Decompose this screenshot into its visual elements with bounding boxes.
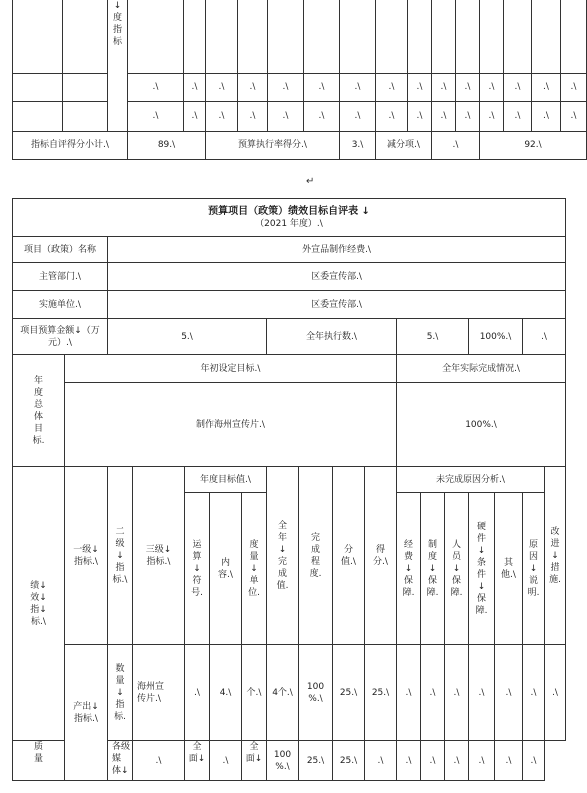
table-cell: .\	[469, 741, 495, 781]
table-cell: .\	[523, 741, 545, 781]
cell-mark: .\	[376, 101, 408, 131]
table-row-quantity-level3: 海州宣 传片.\	[133, 645, 185, 741]
actual-value: 100%.\	[397, 383, 566, 467]
cell-mark: .\	[128, 73, 184, 101]
annual-goal-label: 年 度 总 体 目 标.	[13, 355, 65, 467]
table-cell: 25.\	[299, 741, 333, 781]
deduction-value: .\	[432, 131, 480, 159]
cell-mark: .\	[432, 73, 456, 101]
exec-label: 全年执行数.\	[267, 319, 397, 355]
dept-value: 区委宣传部.\	[108, 263, 566, 291]
cell-mark: .\	[408, 101, 432, 131]
cell-mark: .\	[238, 101, 268, 131]
cell-mark: .\	[561, 101, 587, 131]
cell-mark: .\	[238, 73, 268, 101]
table-cell: 25.\	[333, 645, 365, 741]
cell-mark: .\	[376, 73, 408, 101]
table-cell: 个.\	[242, 645, 267, 741]
table-cell: .\	[545, 645, 566, 741]
table-row-quantity-level2: 数 量 ↓ 指 标.	[108, 645, 133, 741]
level3-header: 三级↓ 指标.\	[133, 467, 185, 645]
operator-header: 运 算 ↓ 符 号.	[185, 493, 210, 645]
table-cell: .\	[445, 645, 469, 741]
table-row-quality-level2: 质 量	[13, 741, 65, 781]
table-cell: .\	[421, 645, 445, 741]
cell-mark: .\	[268, 73, 304, 101]
level1-header: 一级↓ 指标.\	[65, 467, 108, 645]
got-header: 得 分.\	[365, 467, 397, 645]
deduction-label: 减分项.\	[376, 131, 432, 159]
table-cell: 25.\	[333, 741, 365, 781]
content-header: 内 容.\	[210, 493, 242, 645]
initial-goal-header: 年初设定目标.\	[65, 355, 397, 383]
cell-mark: .\	[532, 73, 561, 101]
table-cell: 100 %.\	[299, 645, 333, 741]
table-cell: .\	[445, 741, 469, 781]
budget-value: 5.\	[108, 319, 267, 355]
paragraph-mark: ↵	[306, 176, 315, 187]
cell-mark: .\	[184, 101, 206, 131]
score-subtotal-label: 指标自评得分小计.\	[13, 131, 128, 159]
cell-mark: .\	[456, 73, 480, 101]
table-subtitle: （2021 年度）.\	[255, 218, 323, 229]
reasons-header: 未完成原因分析.\	[397, 467, 545, 493]
table-cell: 全 面↓	[185, 741, 210, 781]
completion-header: 全 年 ↓ 完 成 值.	[267, 467, 299, 645]
cell-mark: .\	[561, 73, 587, 101]
exec-rate-score-value: 3.\	[340, 131, 376, 159]
top-indicator-table	[12, 0, 587, 160]
output-indicator-label: 产出↓ 指标.\	[65, 645, 108, 781]
top-blank-cell	[63, 0, 108, 73]
improve-header: 改 进 ↓ 措 施.	[545, 467, 566, 645]
actual-header: 全年实际完成情况.\	[397, 355, 566, 383]
table-cell: .\	[185, 645, 210, 741]
table-cell: .\	[397, 645, 421, 741]
cell-mark: .\	[268, 101, 304, 131]
table-cell: .\	[397, 741, 421, 781]
cell-mark: .\	[480, 73, 504, 101]
fund-guarantee-header: 经 费 ↓ 保 障.	[397, 493, 421, 645]
cell-mark: .\	[504, 101, 532, 131]
self-evaluation-table	[12, 198, 566, 781]
cell-mark: .\	[408, 73, 432, 101]
degree-indicator-label: ↓ 度 指 标	[108, 0, 128, 131]
cell-mark: .\	[480, 101, 504, 131]
cell-mark: .\	[456, 101, 480, 131]
cell-mark: .\	[340, 101, 376, 131]
exec-extra: .\	[523, 319, 566, 355]
table-title: 预算项目（政策）绩效目标自评表 ↓	[208, 205, 370, 217]
cell-mark: .\	[532, 101, 561, 131]
table-cell: .\	[469, 645, 495, 741]
table-cell: .\	[421, 741, 445, 781]
table-cell: 4个.\	[267, 645, 299, 741]
total-score-value: 92.\	[480, 131, 587, 159]
degree-header: 完 成 程 度.	[299, 467, 333, 645]
impl-unit-value: 区委宣传部.\	[108, 291, 566, 319]
table-cell: .\	[523, 645, 545, 741]
cell-mark: .\	[184, 73, 206, 101]
cell-mark: .\	[304, 101, 340, 131]
exec-rate: 100%.\	[469, 319, 523, 355]
table-cell: 25.\	[365, 645, 397, 741]
level2-header: 二 级 ↓ 指 标.\	[108, 467, 133, 645]
dept-label: 主管部门.\	[13, 263, 108, 291]
budget-label: 项目预算金额↓（万元）.\	[13, 319, 108, 355]
project-name-label: 项目（政策）名称	[13, 237, 108, 263]
other-header: 其 他.\	[495, 493, 523, 645]
unit-header: 度 量 ↓ 单 位.	[242, 493, 267, 645]
hardware-guarantee-header: 硬 件 ↓ 条 件 ↓ 保 障.	[469, 493, 495, 645]
table-cell: 100 %.\	[267, 741, 299, 781]
cell-mark: .\	[504, 73, 532, 101]
staff-guarantee-header: 人 员 ↓ 保 障.	[445, 493, 469, 645]
table-cell: .\	[365, 741, 397, 781]
table-cell: .\	[495, 741, 523, 781]
project-name-value: 外宣品制作经费.\	[108, 237, 566, 263]
table-cell: .\	[133, 741, 185, 781]
impl-unit-label: 实施单位.\	[13, 291, 108, 319]
perf-indicator-label: 绩↓ 效↓ 指↓ 标.\	[13, 467, 65, 741]
table-cell: .\	[495, 645, 523, 741]
table-cell: .\	[210, 741, 242, 781]
cell-mark: .\	[206, 73, 238, 101]
annual-target-header: 年度目标值.\	[185, 467, 267, 493]
cell-mark: .\	[206, 101, 238, 131]
reason-note-header: 原 因 ↓ 说 明.	[523, 493, 545, 645]
cell-mark: .\	[432, 101, 456, 131]
exec-rate-score-label: 预算执行率得分.\	[206, 131, 340, 159]
score-header: 分 值.\	[333, 467, 365, 645]
system-guarantee-header: 制 度 ↓ 保 障.	[421, 493, 445, 645]
cell-mark: .\	[128, 101, 184, 131]
exec-value: 5.\	[397, 319, 469, 355]
top-blank-cell	[13, 0, 63, 73]
score-subtotal-value: 89.\	[128, 131, 206, 159]
table-cell: 4.\	[210, 645, 242, 741]
cell-mark: .\	[340, 73, 376, 101]
table-cell: 全 面↓	[242, 741, 267, 781]
table-row-quality-level3: 各级媒 体↓	[108, 741, 133, 781]
cell-mark: .\	[304, 73, 340, 101]
initial-goal-value: 制作海州宣传片.\	[65, 383, 397, 467]
